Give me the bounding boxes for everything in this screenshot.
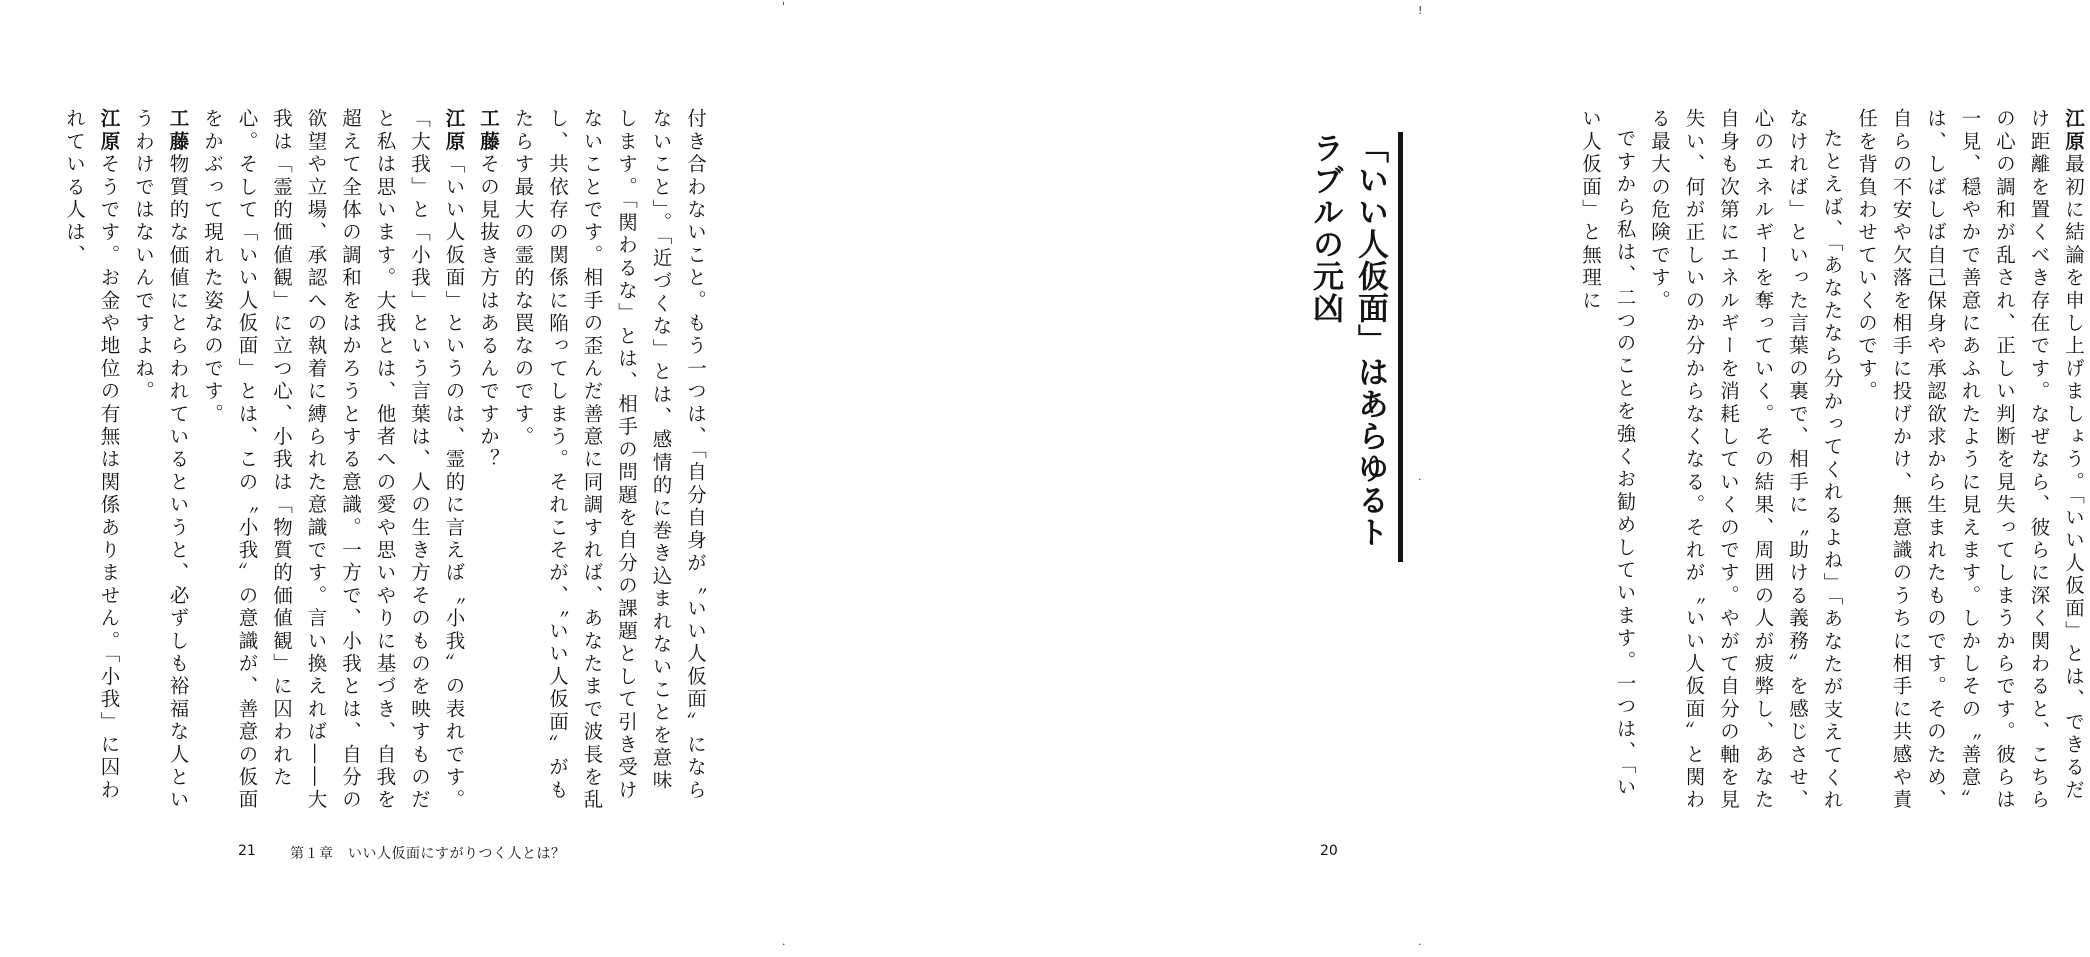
paragraph-text: その見抜き方はあるんですか？ (477, 153, 500, 472)
paragraph (195, 108, 471, 813)
speaker-label: 工藤 (166, 108, 190, 154)
trim-mark: ' (782, 0, 786, 13)
paragraph-text: 最初に結論を申し上げましょう。「いい人仮面」とは、できるだけ距離を置くべき存在です。なぜなら、彼らに深く関わると、こちらの心の調和が乱され、正しい判断を見失ってしまうからです。彼らは一見、穏やかで善意にあふれたように見えます。しかしその〝善意〟は、しばしば自己保身や承認欲求から生まれたものです。そのため、自らの不安や欠落を相手に投げかけ、無意識のうちに相手に共感や責任を背負わせていくのです。 (1855, 108, 2085, 812)
section-heading: 「いい人仮面」はあらゆるトラブルの元凶 (1303, 132, 1403, 562)
speaker-label: 江原 (97, 108, 121, 154)
paragraph-text: 付き合わないこと。もう一つは、「自分自身が〝いい人仮面〟にならないこと」。「近づくな」とは、感情的に巻き込まれないことを意味します。「関わるな」とは、相手の問題を自分の課題として引き受けないことです。相手の歪んだ善意に同調すれば、あなたまで波長を乱し、共依存の関係に陥ってしまう。それこそが、〝いい人仮面〟がもたらす最大の霊的な罠なのです。 (511, 108, 707, 812)
paragraph (126, 108, 195, 813)
speaker-label: 工藤 (477, 108, 500, 154)
speaker-label: 江原 (442, 108, 466, 154)
right-page-body (1270, 108, 2090, 813)
trim-mark: ! (1418, 4, 1423, 17)
paragraph-text: 「いい人仮面」というのは、霊的に言えば〝小我〟の表れです。「大我」と「小我」という言葉は、人の生き方そのものを映すものだと私は思います。大我とは、他者への愛や思いやりに基づき、自我を超えて全体の調和をはかろうとする意識。一方で、小我とは、自分の欲望や立場、承認への執着に縛られた意識です。言い換えれば――大我は「霊的価値観」に立つ心、小我は「物質的価値観」に囚われた心。そして「いい人仮面」とは、この〝小我〟の意識が、善意の仮面をかぶって現れた姿なのです。 (201, 108, 466, 812)
paragraph-text: 物質的な価値にとらわれているというと、必ずしも裕福な人というわけではないんですよね。 (132, 108, 190, 812)
paragraph (1573, 108, 1642, 813)
paragraph (505, 108, 712, 813)
right-page (800, 0, 2085, 957)
trim-mark: . (1418, 935, 1422, 948)
paragraph (471, 108, 506, 813)
page-number: 21 (238, 843, 256, 859)
left-page (0, 0, 800, 957)
page-number: 20 (1320, 843, 1338, 859)
paragraph (1849, 108, 2090, 813)
paragraph (57, 108, 126, 813)
paragraph-text: そうです。お金や地位の有無は関係ありません。「小我」に囚われている人は、 (63, 108, 121, 802)
paragraph-text: ですから私は、二つのことを強くお勧めしています。一つは、「いい人仮面」と無理に (1579, 108, 1637, 799)
trim-mark: . (1418, 470, 1422, 483)
running-head: 第１章 いい人仮面にすがりつく人とは？ (290, 846, 566, 862)
left-page-body (63, 108, 712, 813)
paragraph (1642, 108, 1849, 813)
paragraph-text: たとえば、「あなたなら分かってくれるよね」「あなたが支えてくれなければ」といった言葉の裏で、相手に〝助ける義務〟を感じさせ、心のエネルギーを奪っていく。その結果、周囲の人が疲弊し、あなた自身も次第にエネルギーを消耗していくのです。やがて自分の軸を見失い、何が正しいのか分からなくなる。それが〝いい人仮面〟と関わる最大の危険です。 (1648, 108, 1844, 812)
trim-mark: . (782, 935, 786, 948)
speaker-label: 江原 (2062, 108, 2085, 154)
